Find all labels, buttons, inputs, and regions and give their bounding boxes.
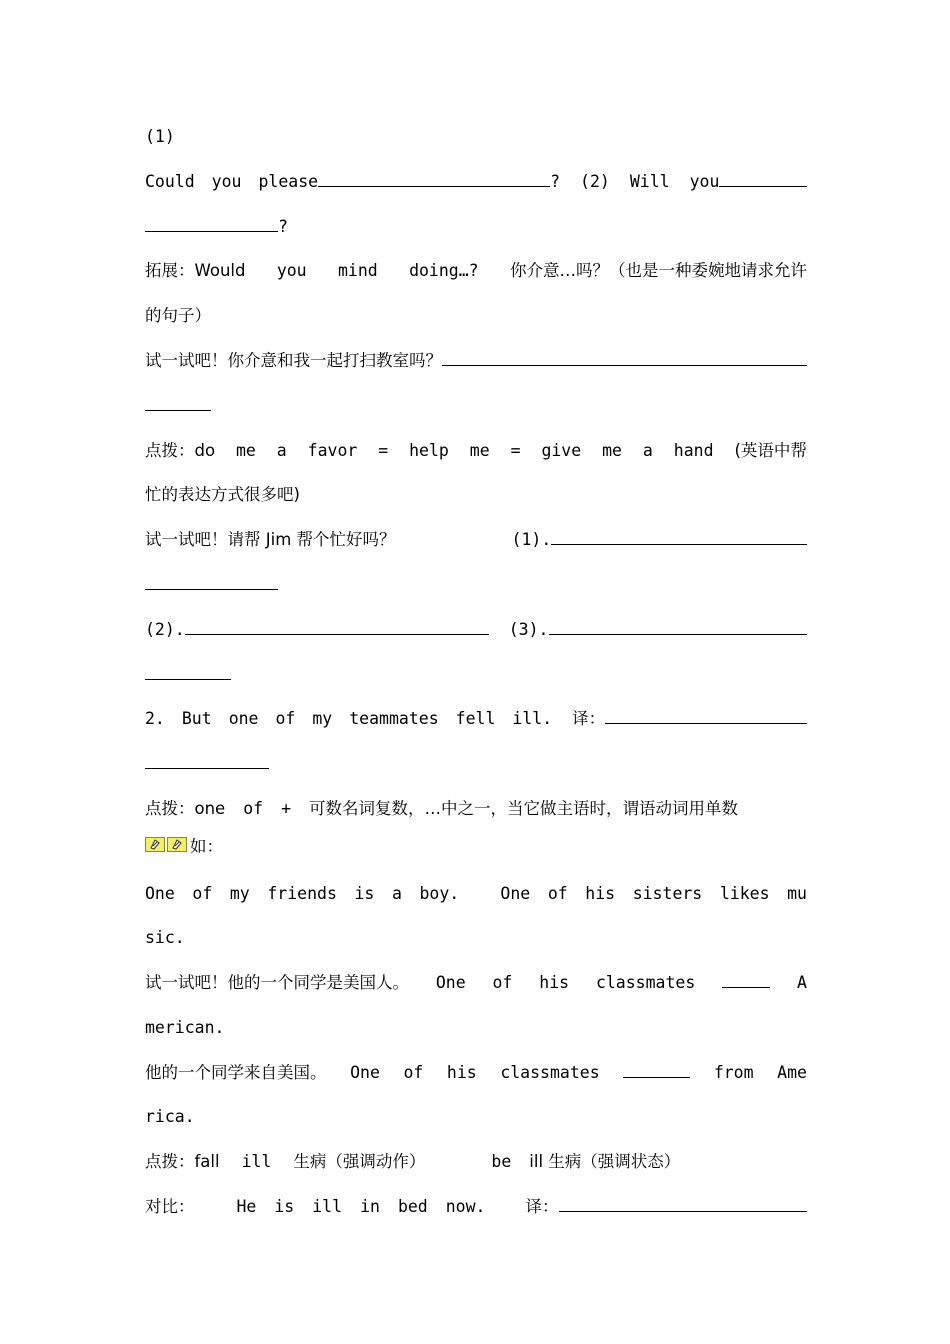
answer-blank[interactable]: [145, 393, 211, 411]
text: 如：: [190, 837, 223, 856]
line-4: [145, 258, 807, 284]
text: his: [585, 884, 616, 903]
text: you: [276, 261, 307, 280]
document-icon: [167, 837, 187, 852]
answer-blank[interactable]: [185, 617, 489, 635]
text: ill: [312, 1197, 343, 1216]
text: please: [258, 172, 319, 191]
text: mind: [337, 261, 378, 280]
text: my: [229, 884, 250, 903]
text: rica.: [145, 1107, 195, 1126]
text: One: [500, 884, 531, 903]
line-22: [145, 1060, 807, 1086]
answer-blank[interactable]: [145, 572, 278, 590]
text: One: [435, 973, 466, 992]
text: of: [547, 884, 568, 903]
text: A: [797, 973, 807, 992]
answer-blank[interactable]: [551, 527, 807, 545]
answer-blank[interactable]: [722, 970, 770, 988]
answer-blank[interactable]: [623, 1060, 690, 1078]
line-23: [145, 1104, 807, 1130]
document-icon: [145, 837, 165, 852]
text: =: [378, 441, 389, 460]
line-9: [145, 482, 807, 508]
text: (2).: [145, 620, 185, 639]
text: (英语中帮: [734, 441, 807, 460]
text: 对比：: [145, 1197, 195, 1216]
answer-blank[interactable]: [719, 169, 807, 187]
text: ?: [278, 217, 288, 236]
line-15: [145, 751, 807, 777]
answer-blank[interactable]: [605, 706, 807, 724]
text: in: [360, 1197, 380, 1216]
text: friends: [267, 884, 337, 903]
text: 译：: [525, 1197, 559, 1216]
text: fell: [455, 709, 496, 728]
text: of: [403, 1063, 424, 1082]
text: ?: [550, 172, 561, 191]
text: teammates: [349, 709, 439, 728]
text: 拓展：Would: [145, 261, 246, 280]
text: 2.: [145, 709, 165, 728]
line-20: [145, 970, 807, 996]
text: 的句子）: [145, 306, 211, 325]
text: (1).: [511, 530, 552, 549]
answer-blank[interactable]: [145, 662, 231, 680]
text: Will: [629, 172, 670, 191]
answer-blank[interactable]: [549, 617, 808, 635]
line-7: [145, 393, 807, 419]
line-19: [145, 925, 807, 951]
line-11: [145, 572, 807, 598]
text: 点拨：one: [145, 799, 226, 818]
text: sic.: [145, 928, 185, 947]
text: Could: [145, 172, 195, 191]
text: give: [541, 441, 582, 460]
line-24: [145, 1149, 807, 1175]
text: a: [642, 441, 653, 460]
text: hand: [673, 441, 714, 460]
text: One: [350, 1063, 380, 1082]
text: me: [236, 441, 256, 460]
line-17: [145, 834, 807, 860]
answer-blank[interactable]: [145, 751, 269, 769]
line-5: [145, 303, 807, 329]
text: my: [312, 709, 333, 728]
line-2: [145, 169, 807, 195]
text: you: [689, 172, 720, 191]
text: a: [276, 441, 287, 460]
text: help: [409, 441, 449, 460]
text: his: [446, 1063, 477, 1082]
text: is: [354, 884, 375, 903]
text: now.: [445, 1197, 486, 1216]
text: One: [145, 884, 175, 903]
answer-blank[interactable]: [145, 214, 278, 232]
line-6: [145, 348, 807, 374]
line-18: [145, 881, 807, 907]
line-3: [145, 214, 807, 240]
text: mu: [787, 884, 807, 903]
text: 译：: [572, 709, 606, 728]
text: is: [274, 1197, 295, 1216]
text: likes: [719, 884, 770, 903]
answer-blank[interactable]: [318, 169, 550, 187]
text: ill: [241, 1152, 272, 1171]
text: be: [491, 1152, 512, 1171]
text: ill 生病（强调状态）: [529, 1152, 681, 1171]
text: He: [236, 1197, 257, 1216]
text: of: [275, 709, 296, 728]
text: ill.: [512, 709, 553, 728]
text: But: [181, 709, 212, 728]
text: Ame: [777, 1063, 807, 1082]
text: =: [510, 441, 521, 460]
text: 他的一个同学来自美国。: [145, 1063, 327, 1082]
answer-blank[interactable]: [559, 1194, 808, 1212]
text: from: [713, 1063, 754, 1082]
line-8: [145, 438, 807, 464]
text: 点拨：fall: [145, 1152, 220, 1171]
text: classmates: [500, 1063, 600, 1082]
text: his: [539, 973, 570, 992]
text: of: [492, 973, 513, 992]
text: one: [228, 709, 259, 728]
text: a: [391, 884, 402, 903]
text: me: [469, 441, 490, 460]
text: 可数名词复数，…中之一，当它做主语时，谓语动词用单数: [309, 799, 739, 818]
text: 忙的表达方式很多吧): [145, 485, 300, 504]
text: of: [243, 799, 264, 818]
text: you: [211, 172, 242, 191]
line-1: [145, 124, 807, 150]
text: sisters: [632, 884, 703, 903]
text: me: [602, 441, 622, 460]
line-25: [145, 1194, 807, 1220]
line-10: [145, 527, 807, 553]
text: 点拨：do: [145, 441, 216, 460]
text: bed: [397, 1197, 428, 1216]
text: (1): [145, 127, 175, 146]
text: boy.: [419, 884, 460, 903]
text: merican.: [145, 1018, 225, 1037]
text: favor: [307, 441, 358, 460]
text: (2): [580, 172, 610, 191]
line-21: [145, 1015, 807, 1041]
text: classmates: [595, 973, 696, 992]
text: +: [281, 799, 292, 818]
text: 试一试吧！他的一个同学是美国人。: [145, 973, 409, 992]
line-16: [145, 796, 807, 822]
text: 你介意…吗？（也是一种委婉地请求允许: [509, 261, 807, 280]
text: (3).: [508, 620, 549, 639]
icon-group: [145, 837, 187, 852]
line-13: [145, 662, 807, 688]
text: 生病（强调动作）: [293, 1152, 426, 1171]
line-14: [145, 706, 807, 732]
text: 试一试吧！请帮 Jim 帮个忙好吗？: [145, 530, 396, 549]
text: doing…?: [409, 261, 479, 280]
line-12: [145, 617, 807, 643]
text: of: [192, 884, 213, 903]
answer-blank[interactable]: [442, 348, 807, 366]
text: 试一试吧！你介意和我一起打扫教室吗？: [145, 351, 442, 370]
